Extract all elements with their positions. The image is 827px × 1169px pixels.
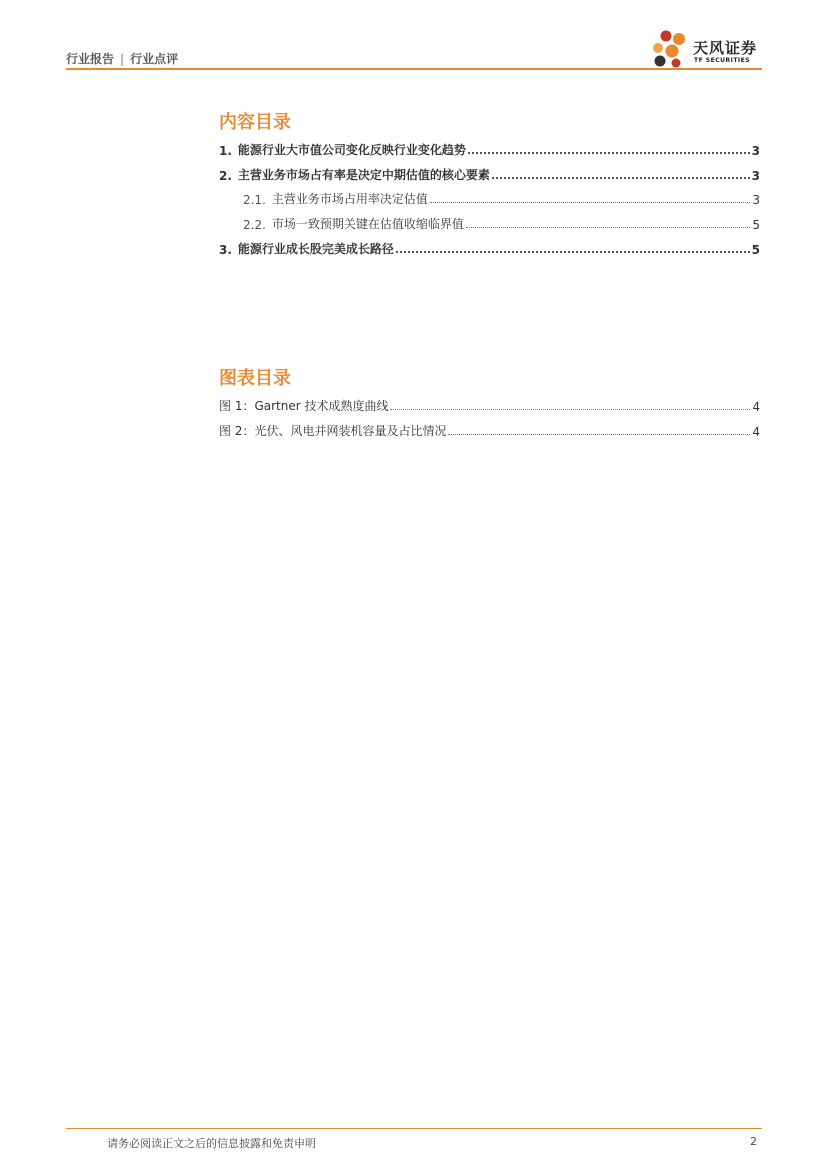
- toc-leader-dots: [466, 227, 750, 228]
- toc-item-text: 主营业务市场占有率是决定中期估值的核心要素: [237, 168, 490, 182]
- header-category: 行业报告: [66, 52, 115, 66]
- toc-item-2-1[interactable]: [243, 189, 760, 207]
- toc-item-text: 能源行业大市值公司变化反映行业变化趋势: [237, 143, 466, 157]
- toc-item-2[interactable]: [219, 165, 760, 183]
- toc-leader-dots: [430, 202, 750, 203]
- figures-title: 图表目录: [219, 368, 291, 389]
- toc-item-2-2[interactable]: [243, 214, 760, 232]
- toc-leader-dots: [390, 409, 750, 410]
- toc-item-1[interactable]: [219, 140, 760, 158]
- toc-item-number: 2.: [219, 169, 232, 183]
- toc-item-number: 2.2.: [243, 218, 266, 232]
- header-separator: |: [120, 52, 125, 66]
- toc-item-number: 1.: [219, 144, 232, 158]
- figure-item-text: 图 1：Gartner 技术成熟度曲线: [219, 399, 389, 413]
- toc-leader-dots: [396, 251, 750, 253]
- figure-item-2[interactable]: [219, 421, 760, 439]
- toc-item-page: 5: [752, 218, 760, 232]
- company-logo: [650, 27, 762, 69]
- header-breadcrumb: [66, 50, 178, 67]
- toc-item-text: 市场一致预期关键在估值收缩临界值: [271, 217, 464, 231]
- logo-mark-icon: [650, 27, 692, 69]
- toc-item-page: 3: [752, 193, 760, 207]
- toc-item-page: 3: [751, 169, 760, 183]
- figure-item-text: 图 2：光伏、风电并网装机容量及占比情况: [219, 424, 447, 438]
- toc-item-page: 3: [751, 144, 760, 158]
- toc-item-number: 2.1.: [243, 193, 266, 207]
- footer-disclaimer: 请务必阅读正文之后的信息披露和免责申明: [107, 1137, 316, 1150]
- logo-name-cn: 天风证券: [693, 39, 758, 57]
- figure-item-1[interactable]: [219, 396, 760, 414]
- header-subcategory: 行业点评: [130, 52, 179, 66]
- toc-item-page: 5: [751, 243, 760, 257]
- toc-item-text: 能源行业成长股完美成长路径: [237, 242, 394, 256]
- toc-leader-dots: [492, 177, 750, 179]
- toc-leader-dots: [448, 434, 750, 435]
- toc-item-number: 3.: [219, 243, 232, 257]
- toc-leader-dots: [468, 152, 750, 154]
- logo-name-en: TF SECURITIES: [694, 57, 751, 64]
- toc-item-text: 主营业务市场占用率决定估值: [271, 192, 428, 206]
- toc-item-3[interactable]: [219, 239, 760, 257]
- figure-item-page: 4: [752, 400, 760, 414]
- figure-item-page: 4: [752, 425, 760, 439]
- contents-title: 内容目录: [219, 112, 291, 133]
- page-number: 2: [750, 1135, 757, 1148]
- footer-divider: [66, 1128, 762, 1129]
